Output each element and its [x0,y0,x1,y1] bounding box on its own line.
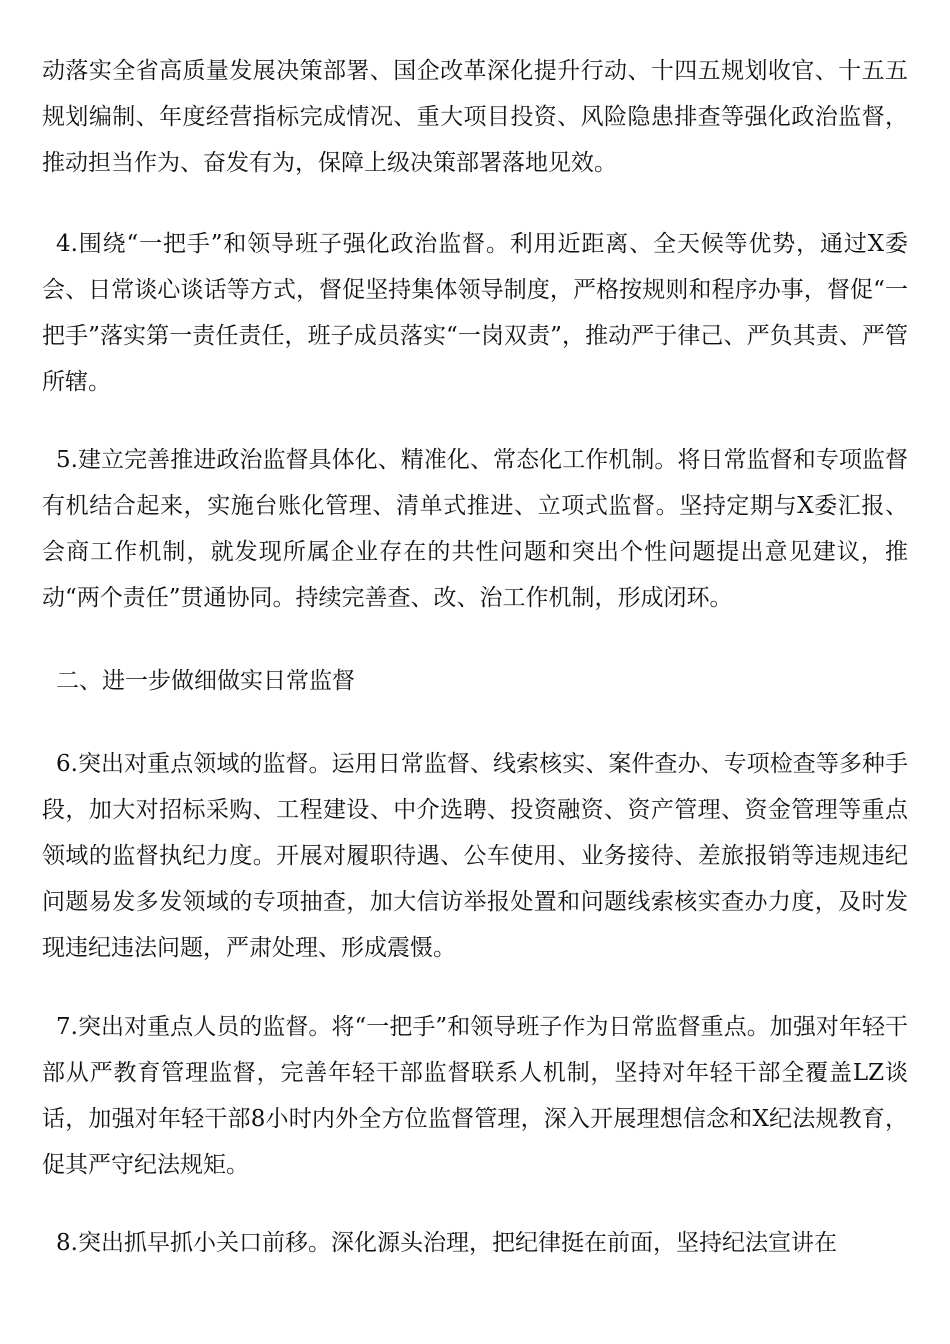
section-heading-2: 二、进一步做细做实日常监督 [56,668,355,694]
paragraph-continuation: 动落实全省高质量发展决策部署、国企改革深化提升行动、十四五规划收官、十五五规划编制、年度经营指标完成情况、重大项目投资、风险隐患排查等强化政治监督，推动担当作为、奋发有为，保障上级决策部署落地见效。 [42,58,908,176]
paragraph-item-7: 7.突出对重点人员的监督。将“一把手”和领导班子作为日常监督重点。加强对年轻干部从严教育管理监督，完善年轻干部监督联系人机制，坚持对年轻干部全覆盖LZ谈话，加强对年轻干部8小时内外全方位监督管理，深入开展理想信念和X纪法规教育，促其严守纪法规矩。 [42,1014,908,1178]
paragraph-item-8: 8.突出抓早抓小关口前移。深化源头治理，把纪律挺在前面，坚持纪法宣讲在 [56,1230,837,1256]
paragraph-item-5: 5.建立完善推进政治监督具体化、精准化、常态化工作机制。将日常监督和专项监督有机结合起来，实施台账化管理、清单式推进、立项式监督。坚持定期与X委汇报、会商工作机制，就发现所属企业存在的共性问题和突出个性问题提出意见建议，推动“两个责任”贯通协同。持续完善查、改、治工作机制，形成闭环。 [42,447,908,611]
paragraph-item-4: 4.围绕“一把手”和领导班子强化政治监督。利用近距离、全天候等优势，通过X委会、日常谈心谈话等方式，督促坚持集体领导制度，严格按规则和程序办事，督促“一把手”落实第一责任责任，班子成员落实“一岗双责”，推动严于律己、严负其责、严管所辖。 [42,231,908,395]
paragraph-item-6: 6.突出对重点领域的监督。运用日常监督、线索核实、案件查办、专项检查等多种手段，加大对招标采购、工程建设、中介选聘、投资融资、资产管理、资金管理等重点领域的监督执纪力度。开展对履职待遇、公车使用、业务接待、差旅报销等违规违纪问题易发多发领域的专项抽查，加大信访举报处置和问题线索核实查办力度，及时发现违纪违法问题，严肃处理、形成震慑。 [42,751,908,961]
